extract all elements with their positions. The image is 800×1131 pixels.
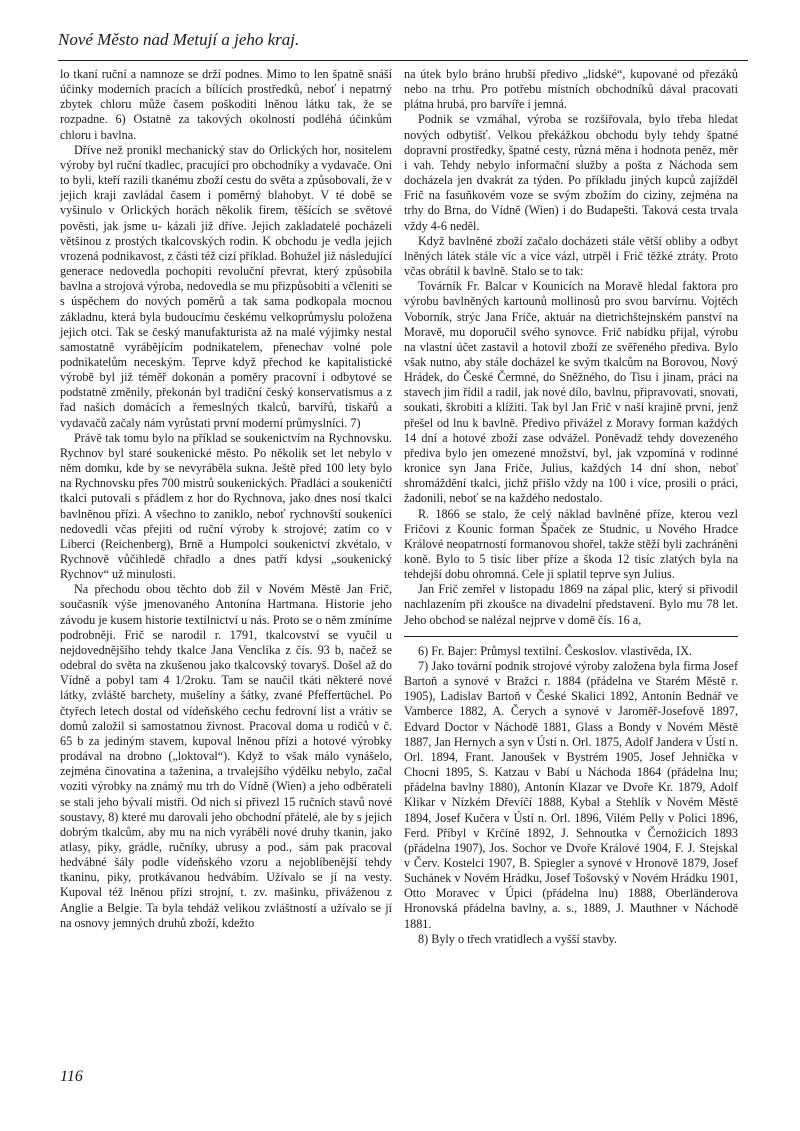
paragraph: Právě tak tomu bylo na příklad se soukenictvím na Rychnovsku. Rychnov byl staré soukenické město. Po několik set let nebylo v něm domku, kde by se nevyráběla sukna. Ještě před 100 lety bylo na Rychnovsku přes 700 mistrů soukenických. Přadláci a soukeničtí tkalci putovali s přádlem z hor do Rychnova, jako dnes nosí tkalci bavlněnou přízi. A všechno to zaniklo, neboť rychnovští soukeníci nedovedli včas přejiti od ruční výroby k strojové; zatím co v Liberci (Reichenberg), Brně a Humpolci soukenictví zkvétalo, v Rychnově vůčihledě chřadlo a dnes patří kdysi „soukenický Rychnov“ už minulosti.: [60, 430, 392, 582]
paragraph: Jan Frič zemřel v listopadu 1869 na zápal plic, který si přivodil nachlazením při zkoušce na divadelní představení. Bylo mu 78 let. Jeho obchod se nalézal nejprve v domě čís. 16 a,: [404, 582, 738, 627]
paragraph: Továrník Fr. Balcar v Kounicích na Moravě hledal faktora pro výrobu bavlněných kartounů mollinosů pro svou barvírnu. Vojtěch Voborník, strýc Jana Friče, aktuár na dietrichštejnském panství na Moravě, mu doporučil svého synovce. Frič nabídku přijal, výrobu na vlastní účet zastavil a hotovil zboží ze svěřeného přediva. Bylo však nutno, aby stále docházel ke svým tkalcům na Borovou, Nový Hrádek, do České Čermné, do Sněžného, do Tisu i jinam, práci na stavech jim řídil a radil, jak nové dílo, bavlnu, připravovati, snovati, soukati, škrobiti a klížiti. Tak byl Jan Frič v naší krajině první, jenž přešel od lnu k bavlně. Předivo přivážel z Moravy forman každých 14 dní a hotové zboží zase odvážel. Poněvadž tehdy dovezeného přediva bylo jen omezené množství, byl, jak vzpomíná v rodinné kronice syn Jana Friče, Julius, každých 14 dní shon, neboť shromáždění tkalci, jichž přišlo vždy na 100 i více, prosili o práci, žadonili, neboť se na každého nedostalo.: [404, 279, 738, 506]
paragraph: Podnik se vzmáhal, výroba se rozšiřovala, bylo třeba hledat nových odbytišť. Velkou překážkou obchodu byly tehdy špatné dopravní prostředky, špatné cesty, různá měna i hodnota peněz, měr i vah. Tehdy nebylo informační služby a pošta z Náchoda sem docházela jen dvakrát za týden. Po příkladu jiných kupců zajížděl Frič na fasuňkovém voze se svým zbožím do ciziny, zejména na trhy do Brna, do Vídně (Wien) i do Budapešti. Taková cesta trvala vždy 4-6 neděl.: [404, 112, 738, 233]
paragraph: R. 1866 se stalo, že celý náklad bavlněné příze, kterou vezl Fričovi z Kounic forman Špaček ze Studnic, u Nového Hradce Králové neopatrností formanovou shořel, takže stěží byli zachráněni koně. Bylo to 5 tisíc liber příze a škoda 12 tisíc zlatých byla na tehdejší dobu ohromná. Cele ji splatil teprve syn Julius.: [404, 506, 738, 582]
right-column: [404, 67, 738, 947]
paragraph: lo tkaní ruční a namnoze se drží podnes. Mimo to len špatně snáší účinky moderních pracích a bílících prostředků, neboť i nepatrný zbytek chloru může časem poškoditi lněnou látku tak, že se rozpadne. 6) Ostatně za takových okolností podléhá účinkům chloru i bavlna.: [60, 67, 392, 142]
paragraph: na útek bylo bráno hrubší předivo „lidské“, kupované od přezáků nebo na trhu. Pro potřebu místních obchodníků dával pracovati plátna hrubá, pro barvíře i jemná.: [404, 67, 738, 112]
page-number: 116: [60, 1068, 83, 1085]
paragraph: Na přechodu obou těchto dob žil v Novém Městě Jan Frič, současník výše jmenovaného Antonína Hartmana. Historie jeho závodu je kusem historie textilnictví u nás. Proto se o něm zmíníme podrobněji. Frič se narodil r. 1791, tkalcovství se vyučil u nejdovednějšího tehdy tkalce Jana Venclíka z čís. 93 b, načež se odebral do světa na zkušenou jako tkalcovský tovaryš. Došel až do Vídně a pobyl tam 4 1/2roku. Tam se naučil tkáti některé nové látky, zvláště barchety, mušelíny a šátky, zvané Pfeffertüchel. Po čtyřech letech dostal od vídeňského cechu fedrovní list a vrátiv se domů založil si samostatnou živnost. Pracoval doma u rodičů v č. 65 b za jediným stavem, kupoval lněnou přízi a hotové výrobky prodával na drobno („loktoval“). Když to však málo vynášelo, zejména činovatina a taženina, a trvalejšího výdělku nebylo, začal voziti výrobky na známý mu trh do Vídně (Wien) a jeho odběrateli se stali jeho bývalí mistři. Od nich si přivezl 15 ručních stavů nové soustavy, 8) které mu darovali jeho obchodní přátelé, ale by s jejich dobrým tkalcům, aby mu na nich vyráběli nové druhy tkanin, jako atlasy, piky, grádle, ručníky, ubrusy a pod., sám pak pracoval hedvábné šály podle vídeňského vzoru a nejoblíbenější tehdy tkaninu, piky, protkávanou hedvábím. Užívalo se jí na vesty. Kupoval též lněnou přízi strojní, t. zv. mašinku, přiváženou z Anglie a Belgie. Ta byla tehdáž velikou zvláštností a užívalo se jí na osnovy jemných druhů zboží, kdežto: [60, 582, 392, 930]
header-rule: [58, 60, 748, 61]
footnote: 8) Byly o třech vratidlech a vyšší stavby.: [418, 931, 617, 946]
running-title: Nové Město nad Metují a jeho kraj.: [58, 30, 300, 49]
footnote: 7) Jako tovární podnik strojové výroby založena byla firma Josef Bartoň a synové v Bražci r. 1884 (přádelna ve Starém Městě r. 1905), Ladislav Bartoň v České Skalici 1892, Antonín Bednář ve Vamberce 1882, A. Čerych a synové v Jaroměř-Josefově 1897, Edvard Doctor v Náchodě 1881, Glass a Bondy v Novém Městě 1887, Jan Hernych a syn v Ústí n. Orl. 1875, Adolf Jandera v Ústí n. Orl. 1894, Frant. Janoušek v Bystrém 1905, Josef Jehnička v Chocni 1895, S. Katzau v Babí u Náchoda 1864 (přádelna lnu; přádelna bavlny 1880), Antonín Klazar ve Dvoře Kr. 1879, Adolf Klikar v Nízkém Dřevíčí 1888, Kybal a Stehlík v Novém Městě 1894, Josef Kučera v Ústí n. Orl. 1896, Vilém Pelly v Polici 1896, Ferd. Příbyl v Krčíně 1892, J. Sehnoutka v Černožicích 1893 (přádelna 1907), Jos. Sochor ve Dvoře Králové 1904, F. J. Stejskal v Červ. Kostelci 1907, B. Spiegler a synové v Hronově 1879, Josef Suchánek v Novém Hrádku, Josef Tošovský v Novém Hrádku 1901, Otto Moravec v Úpici (přádelna lnu) 1888, Oberländerova Hronovská přádelna bavlny, a. s., 1889, J. Mauthner v Náchodě 1881.: [404, 658, 738, 931]
left-column: [60, 67, 392, 931]
footnotes: [404, 636, 738, 947]
footnote: 6) Fr. Bajer: Průmysl textilní. Českoslov. vlastivěda, IX.: [418, 643, 693, 658]
running-header: [58, 28, 748, 61]
paragraph: Když bavlněné zboží začalo docházeti stále větší obliby a odbyt lněných látek stále víc a více vázl, utrpěl i Frič těžké ztráty. Proto včas obrátil k bavlně. Stalo se to tak:: [404, 233, 738, 279]
paragraph: Dříve než pronikl mechanický stav do Orlických hor, nositelem výroby byl ruční tkadlec, pracující pro obchodníky a vydavače. Oni to byli, kteří razili tkanému zboží cestu do světa a způsobovali, že v jejich kraji zavládal časem i poměrný blahobyt. V té době se vyšinulo v Orlických horách několik firem, těšících se světové pověsti, jak jsme u- kázali již dříve. Jejich zakladatelé pocházeli většinou z prostých tkalcovských rodin. K obchodu je vedla jejich vrozená podnikavost, z části též cizí příklad. Bohužel již následující generace nedovedla pochopiti revoluční převrat, který způsobila bavlna a strojová výroba, nedovedla se mu přizpůsobiti a včleniti se s úspěchem do nových poměrů a tak sama podkopala mocnou základnu, která byla budoucímu českému velkoprůmyslu položena jejich otci. Tak se český manufakturista až na malé výjimky nestal samostatně vyrábějícím podnikatelem, přenechav volné pole podnikatelům neceským. Teprve když přechod ke kapitalistické výrobě byl již téměř dokonán a poměry pracovní i odbytové se podstatně změnily, překonán byl tradiční český konservatismus a z řad našich domácích a řemeslných tkalců, barvířů, tiskařů a vydavačů začaly nám vyrůstati první moderní průmyslníci. 7): [60, 142, 392, 430]
